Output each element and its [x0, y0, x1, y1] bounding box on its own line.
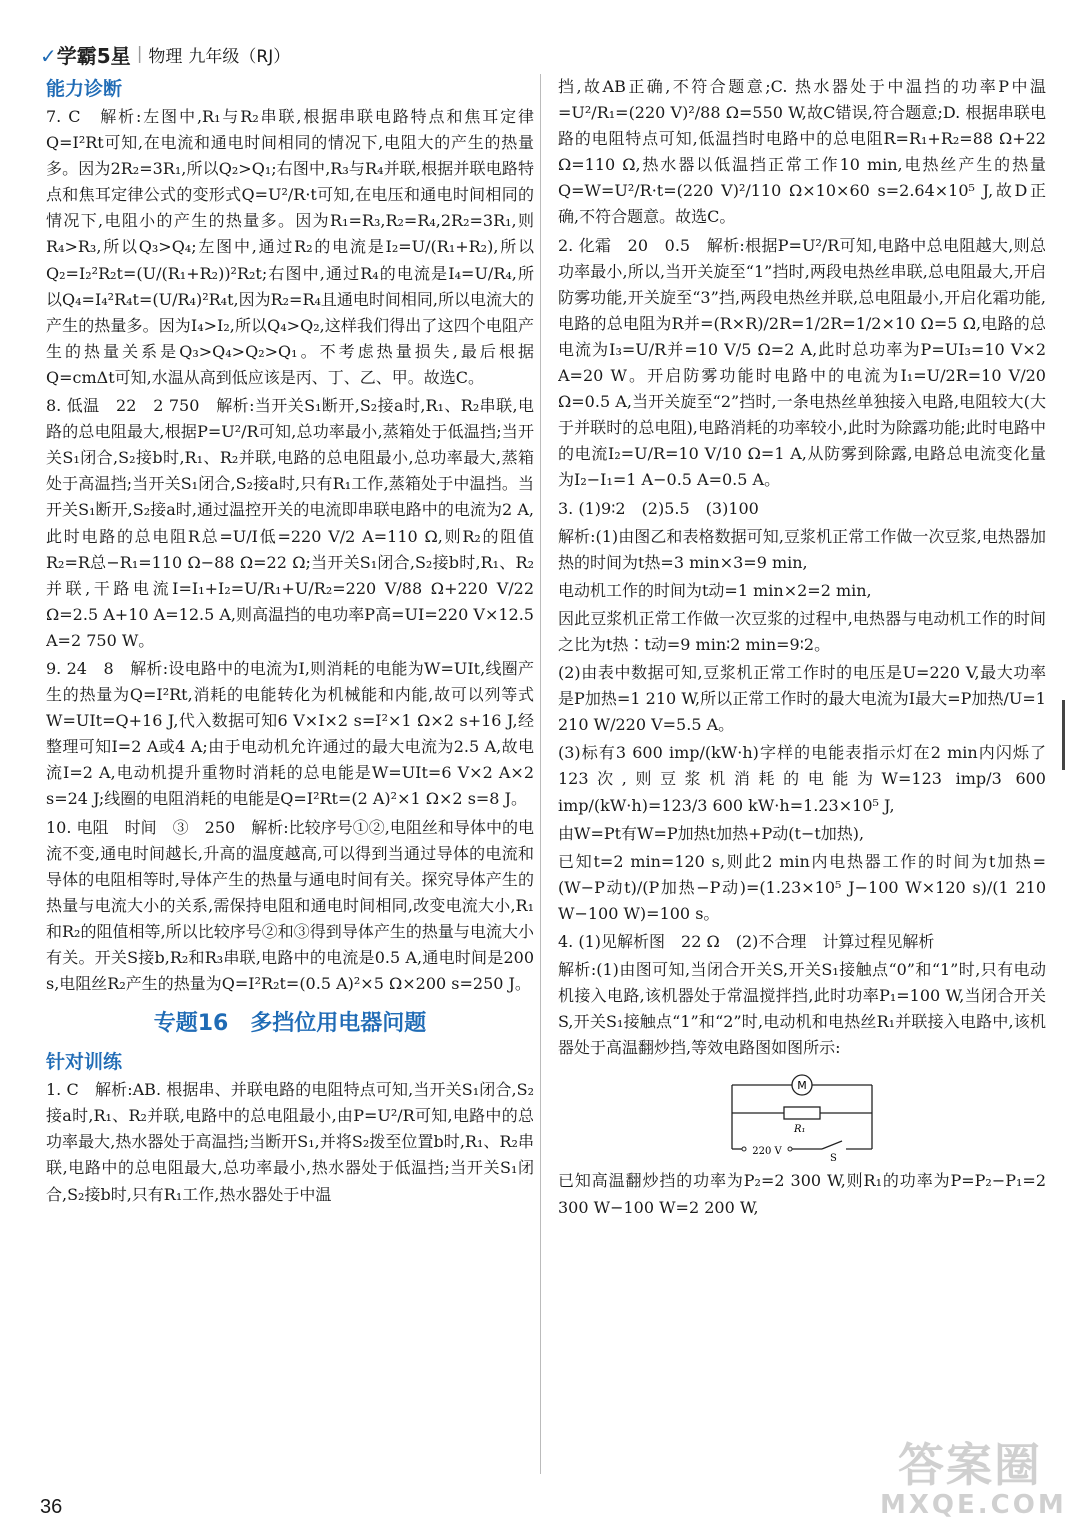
- training-answer-3-part6: 由W=Pt有W=P加热t加热+P动(t−t加热),: [558, 823, 865, 843]
- margin-mark: [1062, 700, 1065, 770]
- training-answer-3-part3: 因此豆浆机正常工作做一次豆浆的过程中,电热器与电动机工作的时间之比为t热∶t动=9 min∶2 min=9∶2。: [558, 608, 1046, 654]
- terminal-right: [788, 1147, 792, 1151]
- watermark: [880, 1438, 1067, 1530]
- training-answer-3-part5: (3)标有3 600 imp/(kW·h)字样的电能表指示灯在2 min内闪烁了123次,则豆浆机消耗的电能为W=123 imp/3 600 imp/(kW·h)=123/3 600 kW·h=1.23×10⁵ J,: [558, 743, 1046, 815]
- left-column: [46, 74, 534, 1484]
- motor-label: M: [797, 1079, 807, 1093]
- brand-logo: [40, 40, 131, 69]
- training-answer-4-part1: 解析:(1)由图可知,当闭合开关S,开关S₁接触点“0”和“1”时,只有电动机接入电路,该机器处于常温搅拌挡,此时功率P₁=100 W,当闭合开关S,开关S₁接触点“1”和“2”时,电动机和电热丝R₁并联接入电路中,该机器处于高温翻炒挡,等效电路图如图所示:: [558, 960, 1046, 1058]
- answer-8: 8. 低温 22 2 750 解析:当开关S₁断开,S₂接a时,R₁、R₂串联,电路的总电阻最大,根据P=U²/R可知,总功率最小,蒸箱处于低温挡;当开关S₁闭合,S₂接b时,R₁、R₂并联,电路的总电阻最小,总功率最大,蒸箱处于高温挡;当开关S₁闭合,S₂接a时,只有R₁工作,蒸箱处于中温挡。当开关S₁断开,S₂接a时,通过温控开关的电流即串联电路中的电流为2 A,此时电路的总电阻R总=U/I低=220 V/2 A=110 Ω,则R₂的阻值R₂=R总−R₁=110 Ω−88 Ω=22 Ω;当开关S₁闭合,S₂接b时,R₁、R₂并联,干路电流I=I₁+I₂=U/R₁+U/R₂=220 V/88 Ω+220 V/22 Ω=2.5 A+10 A=12.5 A,则高温挡的电功率P高=UI=220 V×12.5 A=2 750 W。: [46, 396, 534, 650]
- switch-label: S: [830, 1153, 837, 1163]
- training-answer-3-part4: (2)由表中数据可知,豆浆机正常工作时的电压是U=220 V,最大功率是P加热=1 210 W,所以正常工作时的最大电流为I最大=P加热/U=1 210 W/220 V=5.5 A。: [558, 663, 1046, 735]
- voltage-label: 220 V: [752, 1146, 782, 1158]
- training-answer-1-continued: 挡,故AB正确,不符合题意;C. 热水器处于中温挡的功率P中温=U²/R₁=(220 V)²/88 Ω=550 W,故C错误,符合题意;D. 根据串联电路的电阻特点可知,低温挡时电路中的总电阻R=R₁+R₂=88 Ω+22 Ω=110 Ω,热水器以低温挡正常工作10 min,电热丝产生的热量Q=W=U²/R·t=(220 V)²/110 Ω×10×60 s=2.64×10⁵ J,故D正确,不符合题意。故选C。: [558, 77, 1046, 227]
- right-column: [558, 74, 1046, 1484]
- terminal-left: [742, 1147, 746, 1151]
- circuit-diagram: [722, 1067, 882, 1162]
- resistor-r1: [784, 1107, 820, 1119]
- answer-9: 9. 24 8 解析:设电路中的电流为I,则消耗的电能为W=UIt,线圈产生的热量为Q=I²Rt,消耗的电能转化为机械能和内能,故可以列等式W=UIt=Q+16 J,代入数据可知6 V×I×2 s=I²×1 Ω×2 s+16 J,经整理可知I=2 A或4 A;由于电动机允许通过的最大电流为2.5 A,故电流I=2 A,电动机提升重物时消耗的总电能是W=UIt=6 V×2 A×2 s=24 J;线圈的电阻消耗的电能是Q=I²Rt=(2 A)²×1 Ω×2 s=8 J。: [46, 658, 534, 809]
- training-answer-3-part2: 电动机工作的时间为t动=1 min×2=2 min,: [558, 580, 872, 600]
- training-answer-2: 2. 化霜 20 0.5 解析:根据P=U²/R可知,电路中总电阻越大,则总功率最小,所以,当开关旋至“1”挡时,两段电热丝串联,总电阻最大,开启防雾功能,开关旋至“3”挡,两段电热丝并联,总电阻最小,开启化霜功能,电路的总电阻为R并=(R×R)/2R=1/2R=1/2×10 Ω=5 Ω,电路的总电流为I₃=U/R并=10 V/5 Ω=2 A,此时总功率为P=UI₃=10 V×2 A=20 W。开启防雾功能时电路中的电流为I₁=U/2R=10 V/20 Ω=0.5 A,当开关旋至“2”挡时,一条电热丝单独接入电路,电阻较大(大于并联时的总电阻),电路消耗的功率较小,此时为除露功能;此时电路中的电流I₂=U/R=10 V/10 Ω=1 A,从防雾到除露,电路总电流变化量为I₂−I₁=1 A−0.5 A=0.5 A。: [558, 235, 1046, 490]
- page-number: 36: [40, 1496, 63, 1518]
- resistor-label: R₁: [794, 1124, 806, 1136]
- watermark-line-2: MXQE.COM: [880, 1490, 1067, 1520]
- header-separator: |: [136, 44, 143, 64]
- page-header: [40, 40, 1030, 68]
- column-divider: [540, 74, 541, 1474]
- brand-icon: ✓: [40, 43, 57, 68]
- training-answer-3-part7: 已知t=2 min=120 s,则此2 min内电热器工作的时间为t加热=(W−P动t)/(P加热−P动)=(1.23×10⁵ J−100 W×120 s)/(1 210 W−100 W)=100 s。: [558, 851, 1046, 923]
- brand-name: 学霸5星: [56, 43, 131, 68]
- section-title-training: 针对训练: [46, 1051, 123, 1074]
- answer-7: 7. C 解析:左图中,R₁与R₂串联,根据串联电路特点和焦耳定律Q=I²Rt可知,在电流和通电时间相同的情况下,电阻大的产生的热量多。因为2R₂=3R₁,所以Q₂>Q₁;右图中,R₃与R₄并联,根据并联电路特点和焦耳定律公式的变形式Q=U²/R·t可知,在电压和通电时间相同的情况下,电阻小的产生的热量多。因为R₁=R₃,R₂=R₄,2R₂=3R₁,则R₄>R₃,所以Q₃>Q₄;左图中,通过R₂的电流是I₂=U/(R₁+R₂),所以Q₂=I₂²R₂t=(U/(R₁+R₂))²R₂t;右图中,通过R₄的电流是I₄=U/R₄,所以Q₄=I₄²R₄t=(U/R₄)²R₄t,因为R₂=R₄且通电时间相同,所以电流大的产生的热量多。因为I₄>I₂,所以Q₄>Q₂,这样我们得出了这四个电阻产生的热量关系是Q₃>Q₄>Q₂>Q₁。不考虑热量损失,最后根据Q=cmΔt可知,水温从高到低应该是丙、丁、乙、甲。故选C。: [46, 107, 534, 387]
- section-title-diagnosis: 能力诊断: [46, 78, 123, 100]
- topic-title: 专题16 多挡位用电器问题: [153, 1011, 427, 1037]
- training-answer-1: 1. C 解析:AB. 根据串、并联电路的电阻特点可知,当开关S₁闭合,S₂接a时,R₁、R₂并联,电路中的总电阻最小,由P=U²/R可知,电路中的总功率最大,热水器处于高温挡;当断开S₁,并将S₂拨至位置b时,R₁、R₂串联,电路中的总电阻最大,总功率最小,热水器处于低温挡;当开关S₁闭合,S₂接b时,只有R₁工作,热水器处于中温: [46, 1080, 534, 1204]
- header-grade: 九年级（RJ）: [188, 46, 291, 67]
- training-answer-4-part2: 已知高温翻炒挡的功率为P₂=2 300 W,则R₁的功率为P=P₂−P₁=2 300 W−100 W=2 200 W,: [558, 1171, 1046, 1217]
- training-answer-4-head: 4. (1)见解析图 22 Ω (2)不合理 计算过程见解析: [558, 932, 935, 951]
- watermark-line-1: 答案圈: [898, 1438, 1042, 1492]
- switch-blade: [822, 1141, 842, 1149]
- header-subject: 物理: [148, 46, 183, 67]
- training-answer-3-part1: 解析:(1)由图乙和表格数据可知,豆浆机正常工作做一次豆浆,电热器加热的时间为t热=3 min×3=9 min,: [558, 526, 1046, 572]
- training-answer-3-head: 3. (1)9∶2 (2)5.5 (3)100: [558, 498, 759, 518]
- answer-10: 10. 电阻 时间 ③ 250 解析:比较序号①②,电阻丝和导体中的电流不变,通电时间越长,升高的温度越高,可以得到当通过导体的电流和导体的电阻相等时,导体产生的热量与通电时间有关。探究导体产生的热量与电流大小的关系,需保持电阻和通电时间相同,改变电流大小,R₁和R₂的阻值相等,所以比较序号②和③得到导体产生的热量与电流大小有关。开关S接b,R₂和R₃串联,电路中的电流是0.5 A,通电时间是200 s,电阻丝R₂产生的热量为Q=I²R₂t=(0.5 A)²×5 Ω×200 s=250 J。: [46, 817, 534, 994]
